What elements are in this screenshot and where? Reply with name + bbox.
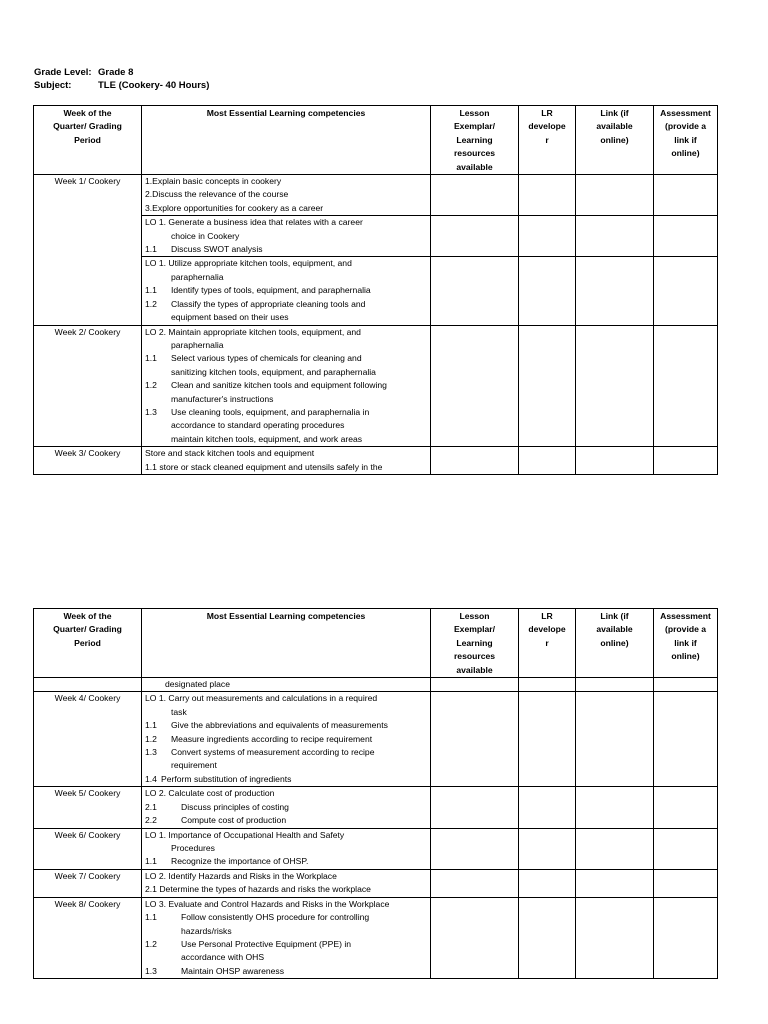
week-cell: Week 8/ Cookery: [34, 897, 142, 978]
subject-value: TLE (Cookery- 40 Hours): [98, 80, 210, 91]
header-link: Link (if available online): [576, 106, 654, 175]
table-row: [34, 678, 718, 692]
header-lesson: Lesson Exemplar/ Learning resources available: [431, 106, 519, 175]
link-cell: [576, 678, 654, 692]
header-lr: LR develope r: [519, 609, 576, 678]
link-cell: [576, 869, 654, 897]
assessment-cell: [654, 897, 718, 978]
lr-cell: [519, 897, 576, 978]
assessment-cell: [654, 447, 718, 475]
lr-cell: [519, 325, 576, 447]
table-row: [34, 692, 718, 787]
table-header-row: [34, 106, 718, 175]
lr-cell: [519, 447, 576, 475]
header-assessment: Assessment (provide a link if online): [654, 609, 718, 678]
assessment-cell: [654, 692, 718, 787]
table-row: [34, 897, 718, 978]
table-header-row: [34, 609, 718, 678]
competency-cell: LO 1. Generate a business idea that relates with a career choice in Cookery 1.1 Discuss SWOT analysis: [142, 216, 431, 257]
header-melc: Most Essential Learning competencies: [142, 609, 431, 678]
lr-cell: [519, 692, 576, 787]
competency-cell: LO 1. Carry out measurements and calculations in a required task 1.1 Give the abbreviations and equivalents of measurements 1.2 Measure ingredients according to recipe requirement 1.3 Convert systems of measurement according to recipe requirement 1.4 Perform substitution of ingredients: [142, 692, 431, 787]
assessment-cell: [654, 325, 718, 447]
grade-level-label: Grade Level:: [34, 67, 92, 78]
lr-cell: [519, 175, 576, 216]
header-lesson: Lesson Exemplar/ Learning resources available: [431, 609, 519, 678]
header-week: Week of the Quarter/ Grading Period: [34, 609, 142, 678]
week-cell: Week 6/ Cookery: [34, 828, 142, 869]
header-link: Link (if available online): [576, 609, 654, 678]
competency-cell: designated place: [142, 678, 431, 692]
table-row: [34, 447, 718, 475]
header-week: Week of the Quarter/ Grading Period: [34, 106, 142, 175]
link-cell: [576, 325, 654, 447]
grade-level-value: Grade 8: [98, 67, 134, 78]
link-cell: [576, 787, 654, 828]
week-cell: Week 4/ Cookery: [34, 692, 142, 787]
link-cell: [576, 828, 654, 869]
competency-cell: LO 2. Identify Hazards and Risks in the Workplace 2.1 Determine the types of hazards and risks the workplace: [142, 869, 431, 897]
table-row: [34, 325, 718, 447]
lr-cell: [519, 257, 576, 325]
competency-cell: LO 3. Evaluate and Control Hazards and Risks in the Workplace 1.1 Follow consistently OHS procedure for controlling hazards/risks 1.2 Use Personal Protective Equipment (PPE) in accordance with OHS 1.3 Maintain OHSP awareness: [142, 897, 431, 978]
competency-cell: LO 2. Maintain appropriate kitchen tools, equipment, and paraphernalia 1.1 Select various types of chemicals for cleaning and sanitizing kitchen tools, equipment, and paraphernalia 1.2 Clean and sanitize kitchen tools and equipment following manufacturer's instructions 1.3 Use cleaning tools, equipment, and paraphernalia in accordance to standard operating procedures maintain kitchen tools, equipment, and work areas: [142, 325, 431, 447]
assessment-cell: [654, 216, 718, 257]
table-row: [34, 787, 718, 828]
header-lr: LR develope r: [519, 106, 576, 175]
competency-cell: LO 2. Calculate cost of production 2.1 Discuss principles of costing 2.2 Compute cost of production: [142, 787, 431, 828]
lesson-cell: [431, 787, 519, 828]
table-row: [34, 828, 718, 869]
lesson-cell: [431, 175, 519, 216]
lesson-cell: [431, 692, 519, 787]
competency-cell: LO 1. Utilize appropriate kitchen tools, equipment, and paraphernalia 1.1 Identify types of tools, equipment, and paraphernalia 1.2 Classify the types of appropriate cleaning tools and equipment based on their uses: [142, 257, 431, 325]
header-melc: Most Essential Learning competencies: [142, 106, 431, 175]
assessment-cell: [654, 175, 718, 216]
table-row: [34, 869, 718, 897]
link-cell: [576, 175, 654, 216]
link-cell: [576, 692, 654, 787]
lr-cell: [519, 678, 576, 692]
competency-cell: Store and stack kitchen tools and equipment 1.1 store or stack cleaned equipment and utensils safely in the: [142, 447, 431, 475]
lr-cell: [519, 787, 576, 828]
lesson-cell: [431, 678, 519, 692]
lesson-cell: [431, 828, 519, 869]
lr-cell: [519, 828, 576, 869]
melc-table-1: [33, 105, 718, 475]
competency-cell: 1.Explain basic concepts in cookery 2.Discuss the relevance of the course 3.Explore opportunities for cookery as a career: [142, 175, 431, 216]
document-meta: [34, 66, 209, 92]
lesson-cell: [431, 447, 519, 475]
lesson-cell: [431, 325, 519, 447]
link-cell: [576, 897, 654, 978]
week-cell: Week 5/ Cookery: [34, 787, 142, 828]
link-cell: [576, 257, 654, 325]
link-cell: [576, 447, 654, 475]
assessment-cell: [654, 678, 718, 692]
lesson-cell: [431, 216, 519, 257]
week-cell: Week 2/ Cookery: [34, 325, 142, 447]
week-cell: [34, 678, 142, 692]
lesson-cell: [431, 897, 519, 978]
lr-cell: [519, 216, 576, 257]
assessment-cell: [654, 787, 718, 828]
link-cell: [576, 216, 654, 257]
lesson-cell: [431, 257, 519, 325]
table-row: [34, 175, 718, 216]
subject-label: Subject:: [34, 80, 72, 91]
week-cell: Week 7/ Cookery: [34, 869, 142, 897]
melc-table-2: [33, 608, 718, 979]
week-cell: Week 3/ Cookery: [34, 447, 142, 475]
header-assessment: Assessment (provide a link if online): [654, 106, 718, 175]
lesson-cell: [431, 869, 519, 897]
assessment-cell: [654, 869, 718, 897]
week-cell: Week 1/ Cookery: [34, 175, 142, 325]
lr-cell: [519, 869, 576, 897]
assessment-cell: [654, 257, 718, 325]
assessment-cell: [654, 828, 718, 869]
competency-cell: LO 1. Importance of Occupational Health and Safety Procedures 1.1 Recognize the importance of OHSP.: [142, 828, 431, 869]
